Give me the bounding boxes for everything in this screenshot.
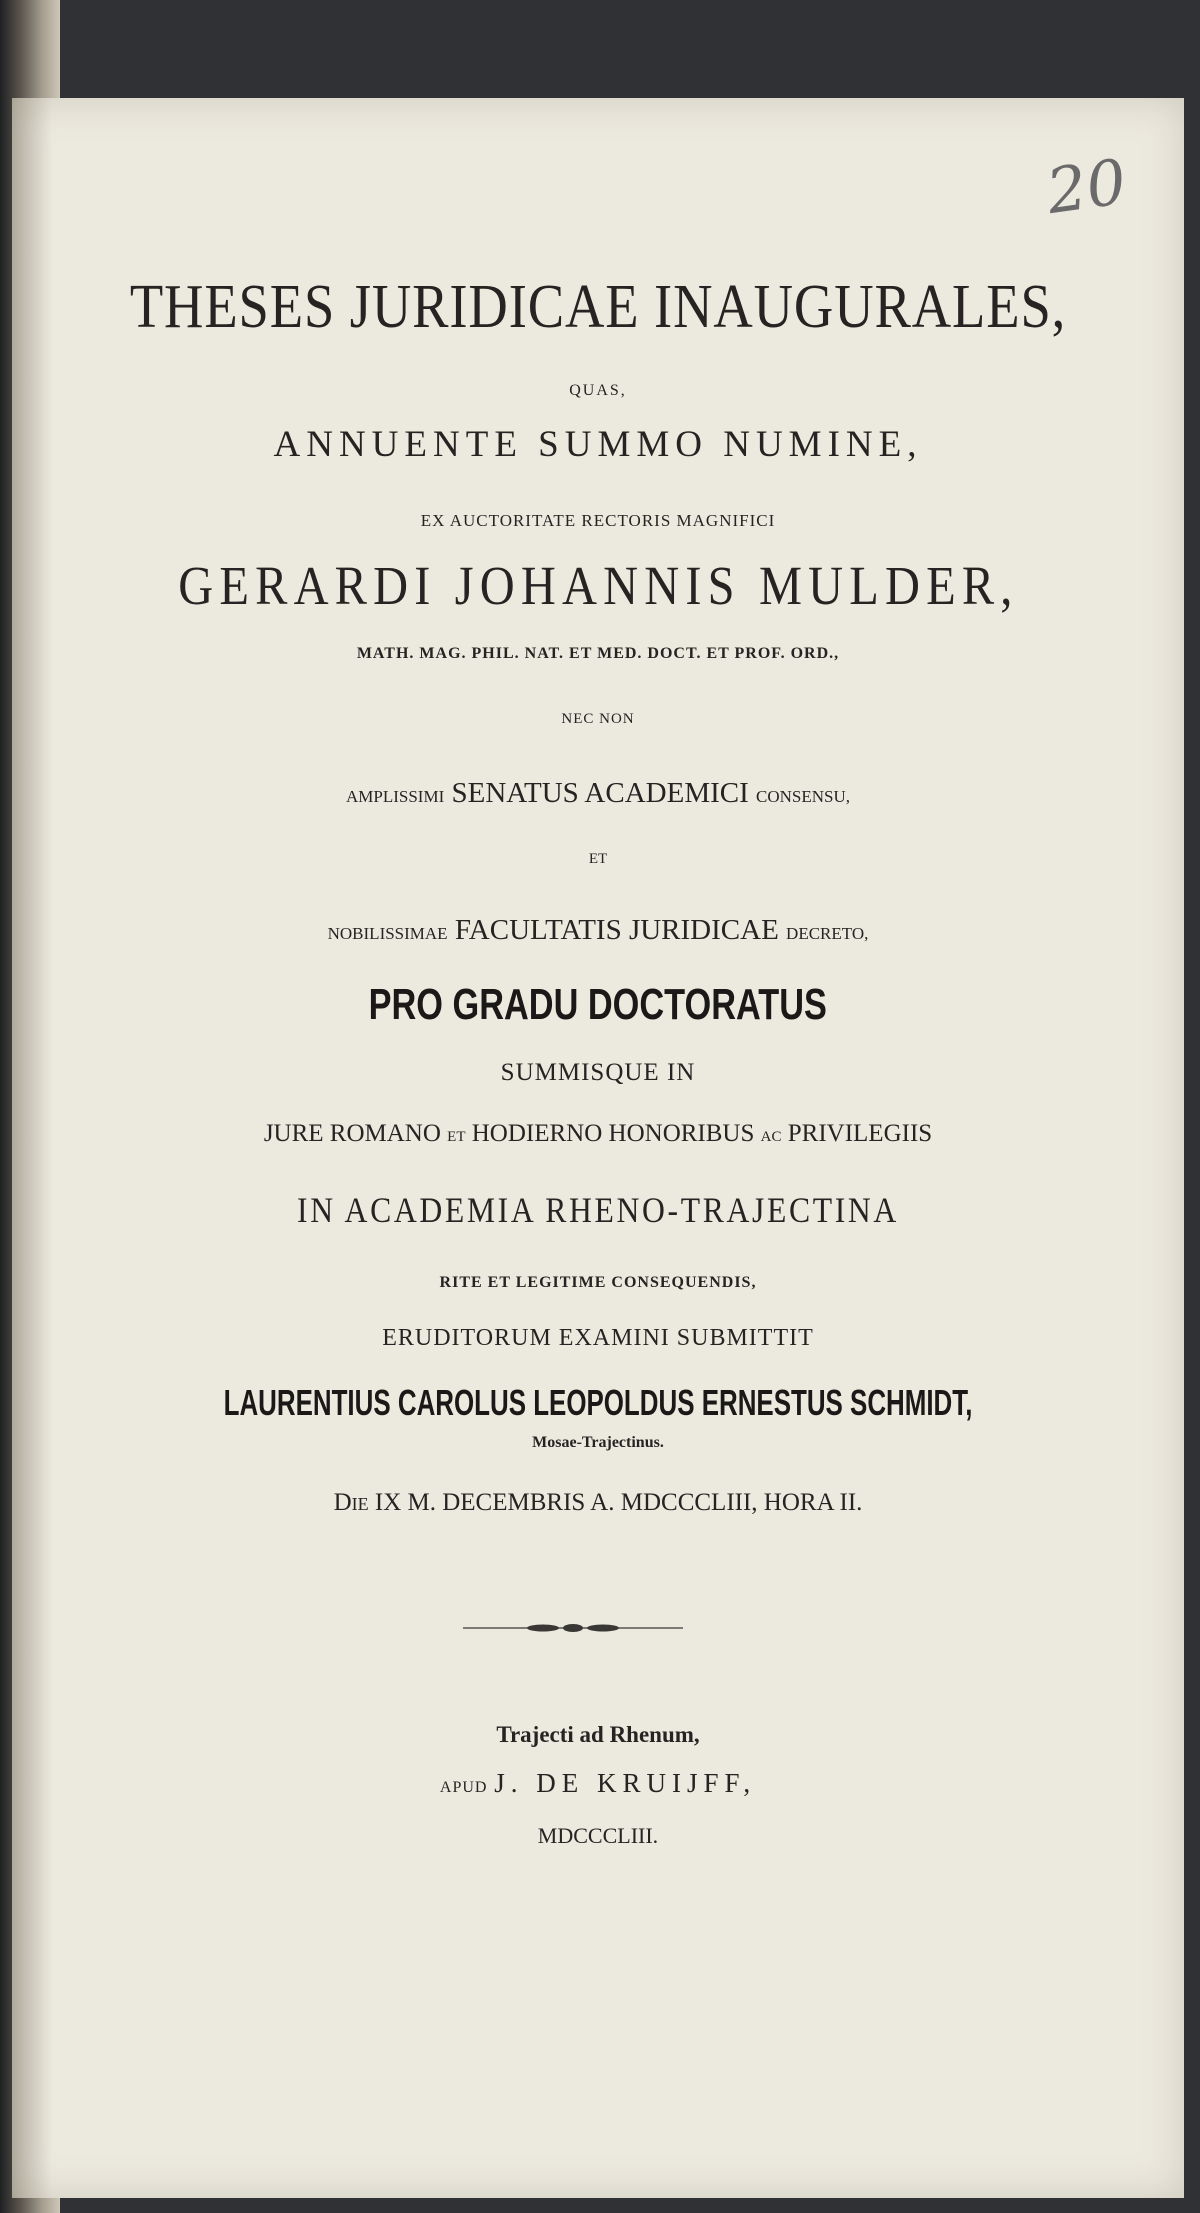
- summisque-line: SUMMISQUE IN: [500, 1059, 696, 1086]
- handwritten-page-number: 20: [1042, 144, 1131, 229]
- pro-gradu-heading: PRO GRADU DOCTORATUS: [368, 980, 828, 1029]
- auctoritate-line: EX AUCTORITATE RECTORIS MAGNIFICI: [420, 511, 776, 530]
- academia-line: IN ACADEMIA RHENO-TRAJECTINA: [297, 1190, 899, 1230]
- imprint-publisher: APUD J. DE KRUIJFF,: [439, 1768, 757, 1798]
- author-name: LAURENTIUS CAROLUS LEOPOLDUS ERNESTUS SCHMIDT,: [223, 1382, 973, 1423]
- imprint-place: Trajecti ad Rhenum,: [496, 1722, 700, 1747]
- nec-non-line: NEC NON: [561, 711, 635, 727]
- jure-line: JURE ROMANO ET HODIERNO HONORIBUS AC PRIVILEGIIS: [263, 1120, 933, 1147]
- imprint-year: MDCCCLIII.: [537, 1823, 659, 1848]
- rector-titles: MATH. MAG. PHIL. NAT. ET MED. DOCT. ET PROF. ORD.,: [356, 645, 840, 662]
- author-origin: Mosae-Trajectinus.: [532, 1434, 664, 1451]
- title-page: [12, 98, 1184, 2198]
- facultatis-line: NOBILISSIMAE FACULTATIS JURIDICAE DECRETO,: [327, 914, 869, 946]
- et-line: ET: [588, 851, 608, 867]
- rector-name: GERARDI JOHANNIS MULDER,: [177, 555, 1019, 616]
- defense-date: Die IX M. DECEMBRIS A. MDCCCLIII, HORA II.: [333, 1489, 863, 1516]
- ornament-divider-icon: [463, 1618, 683, 1638]
- thesis-title: THESES JURIDICAE INAUGURALES,: [129, 273, 1067, 341]
- rite-line: RITE ET LEGITIME CONSEQUENDIS,: [439, 1274, 757, 1291]
- senatus-line: AMPLISSIMI SENATUS ACADEMICI CONSENSU,: [345, 777, 851, 809]
- quas-line: QUAS,: [569, 382, 627, 399]
- annuente-line: ANNUENTE SUMMO NUMINE,: [273, 424, 923, 465]
- eruditorum-line: ERUDITORUM EXAMINI SUBMITTIT: [382, 1325, 814, 1351]
